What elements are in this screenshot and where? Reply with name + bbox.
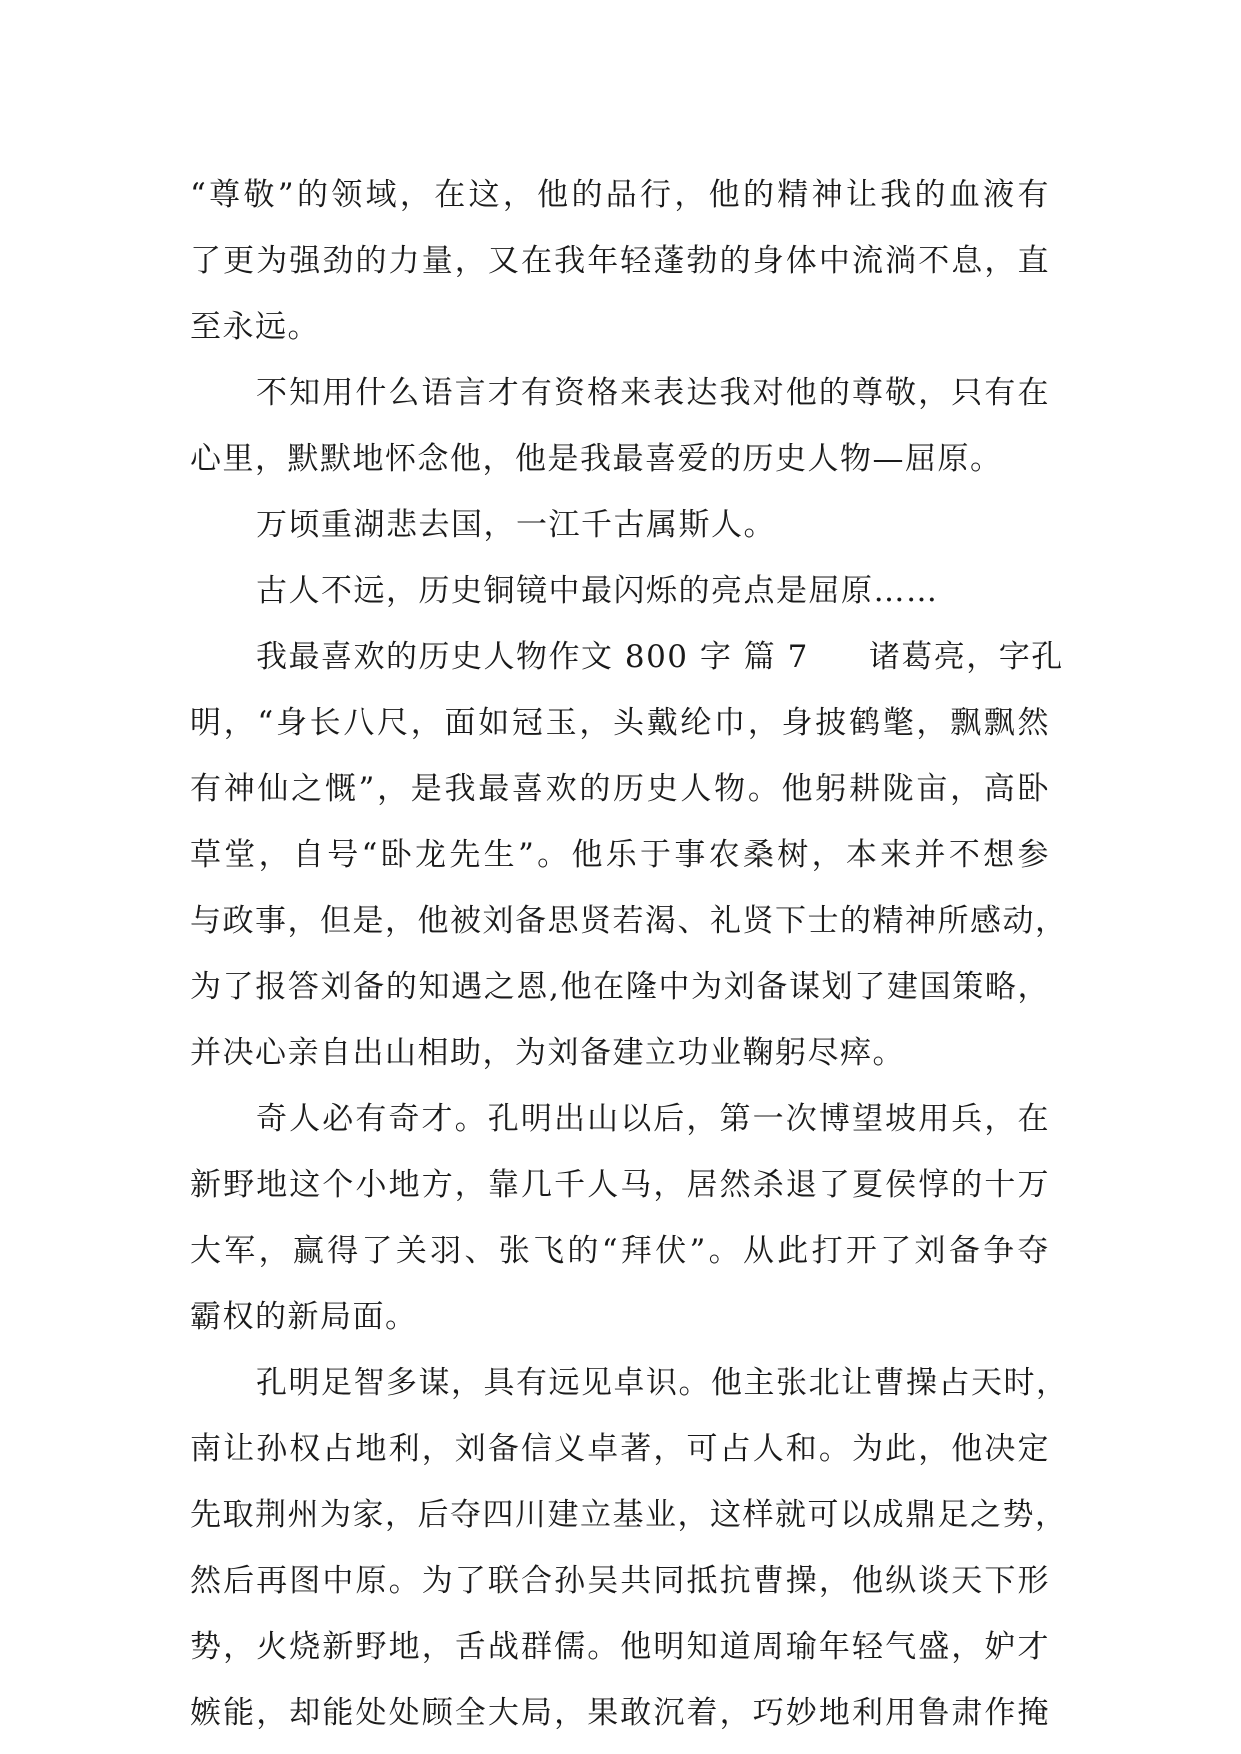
text-line: 不知用什么语言才有资格来表达我对他的尊敬，只有在	[256, 375, 1050, 411]
body-text	[190, 162, 1069, 1746]
text-line: 与政事，但是，他被刘备思贤若渴、礼贤下士的精神所感动，	[190, 903, 1068, 939]
text-line: 并决心亲自出山相助，为刘备建立功业鞠躬尽瘁。	[190, 1035, 905, 1071]
text-line: 古人不远，历史铜镜中最闪烁的亮点是屈原……	[256, 573, 939, 609]
text-line: 大军，赢得了关羽、张飞的“拜伏”。从此打开了刘备争夺	[190, 1233, 1050, 1269]
text-line: 然后再图中原。为了联合孙吴共同抵抗曹操，他纵谈天下形	[190, 1563, 1050, 1599]
text-line: 有神仙之慨”，是我最喜欢的历史人物。他躬耕陇亩，高卧	[190, 771, 1050, 807]
text-line: 嫉能，却能处处顾全大局，果敢沉着，巧妙地利用鲁肃作掩	[190, 1695, 1050, 1731]
text-line: 势，火烧新野地，舌战群儒。他明知道周瑜年轻气盛，妒才	[190, 1629, 1050, 1665]
text-line: 万顷重湖悲去国，一江千古属斯人。	[256, 507, 776, 543]
text-line: 孔明足智多谋，具有远见卓识。他主张北让曹操占天时，	[256, 1365, 1069, 1401]
paragraph-start: 诸葛亮，字孔	[868, 639, 1064, 675]
text-line: 新野地这个小地方，靠几千人马，居然杀退了夏侯惇的十万	[190, 1167, 1050, 1203]
text-line: 了更为强劲的力量，又在我年轻蓬勃的身体中流淌不息，直	[190, 243, 1050, 279]
text-line: 为了报答刘备的知遇之恩,他在隆中为刘备谋划了建国策略，	[190, 969, 1050, 1005]
section-heading: 我最喜欢的历史人物作文 800 字 篇 7	[256, 639, 809, 675]
text-line: 草堂，自号“卧龙先生”。他乐于事农桑树，本来并不想参	[190, 837, 1050, 873]
text-line: 南让孙权占地利，刘备信义卓著，可占人和。为此，他决定	[190, 1431, 1050, 1467]
text-line: 明，“身长八尺，面如冠玉，头戴纶巾，身披鹤氅，飘飘然	[190, 705, 1050, 741]
text-line: 霸权的新局面。	[190, 1299, 418, 1335]
text-line: 至永远。	[190, 309, 320, 345]
text-line: 先取荆州为家，后夺四川建立基业，这样就可以成鼎足之势，	[190, 1497, 1068, 1533]
text-line: 奇人必有奇才。孔明出山以后，第一次博望坡用兵，在	[256, 1101, 1050, 1137]
section-heading-line	[190, 624, 1064, 690]
text-line: “尊敬”的领域，在这，他的品行，他的精神让我的血液有	[190, 177, 1050, 213]
text-line: 心里，默默地怀念他，他是我最喜爱的历史人物—屈原。	[190, 441, 1003, 477]
